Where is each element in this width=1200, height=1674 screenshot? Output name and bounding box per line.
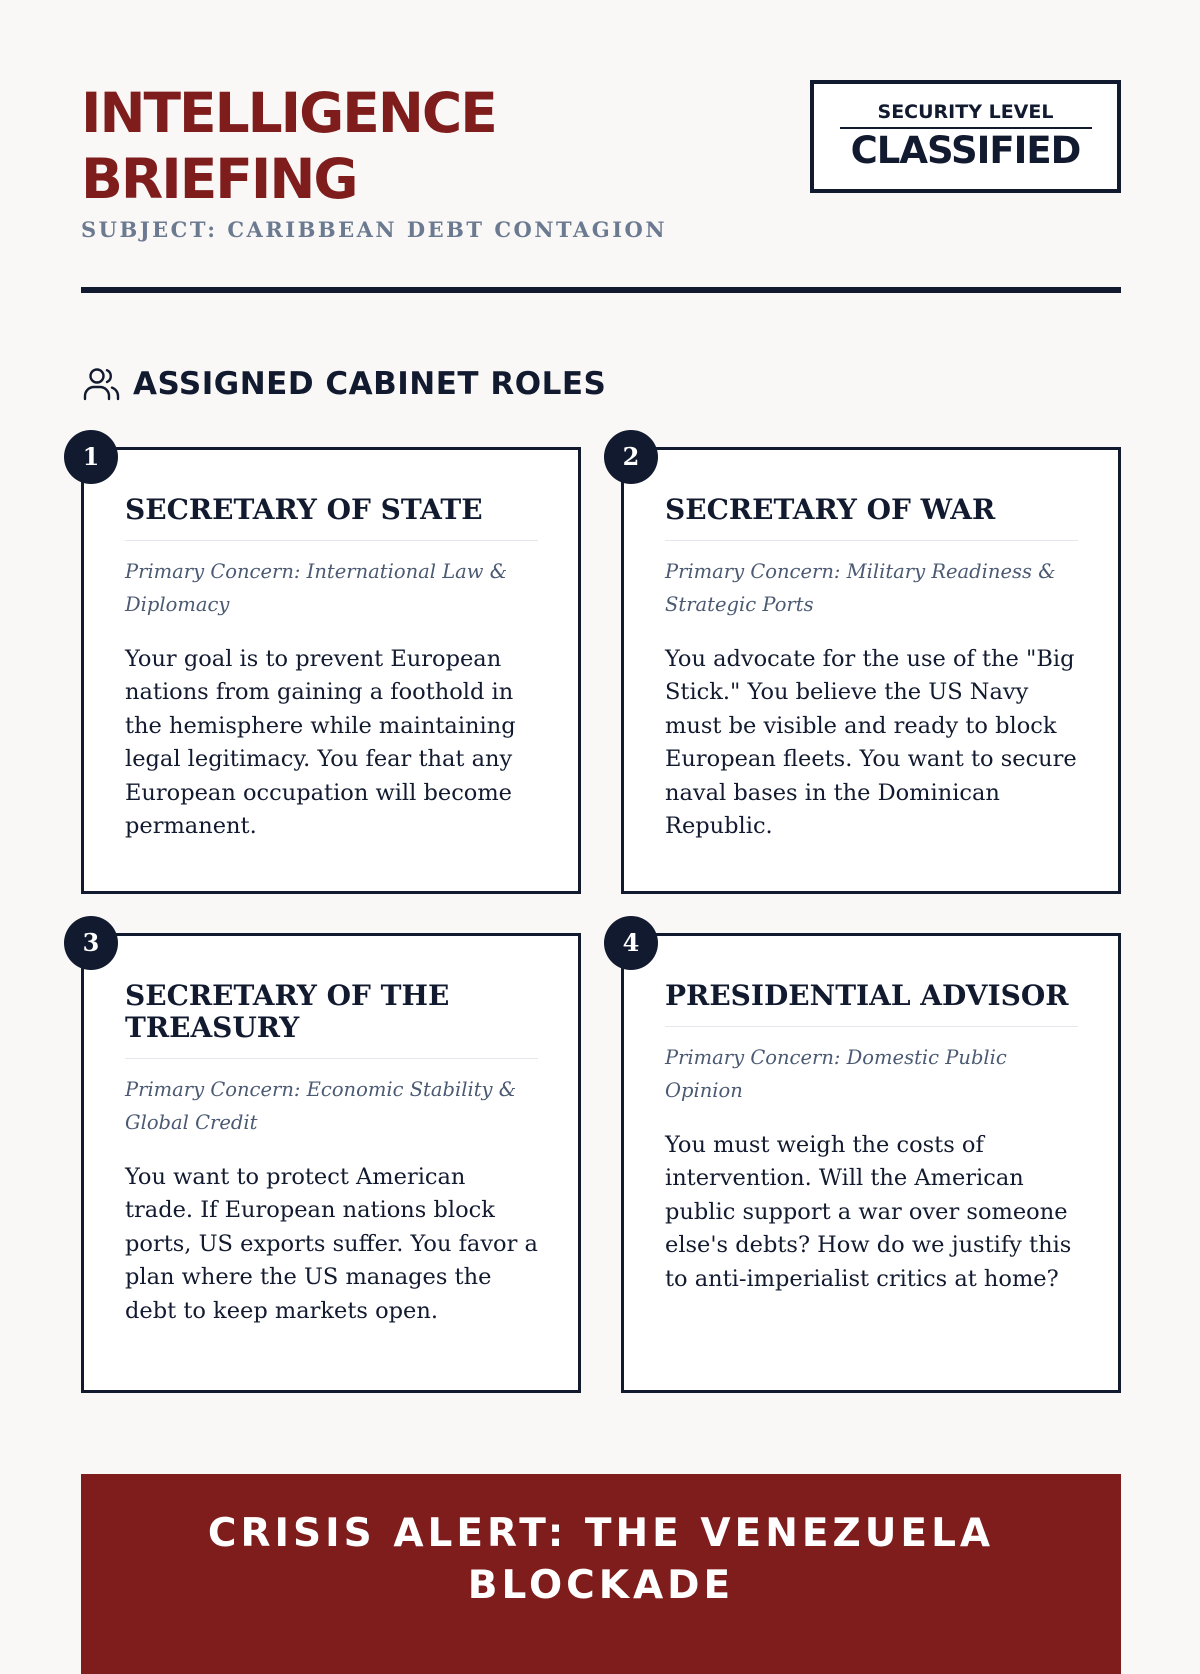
role-card [81,928,581,1393]
briefing-header [81,80,1121,295]
role-card [621,442,1121,894]
crisis-alert-title: CRISIS ALERT: THE VENEZUELA BLOCKADE [207,1511,995,1608]
role-title: SECRETARY OF STATE [125,494,538,541]
role-card [621,928,1121,1393]
role-description: You must weigh the costs of intervention. Will the American public support a war over someone else's debts? How do we justify this to anti-imperialist critics at home? [665,1132,1072,1292]
page-title: INTELLIGENCE BRIEFING [81,81,496,211]
roles-section-title: ASSIGNED CABINET ROLES [133,366,607,402]
role-number-badge: 2 [604,430,658,484]
security-level-value: CLASSIFIED [850,129,1081,172]
role-primary-concern: Primary Concern: Economic Stability & Global Credit [125,1078,517,1134]
role-title: PRESIDENTIAL ADVISOR [665,980,1078,1027]
role-description: Your goal is to prevent European nations from gaining a foothold in the hemisphere while maintaining legal legitimacy. You fear that any European occupation will become permanent. [125,646,516,840]
role-number-badge: 4 [604,916,658,970]
role-primary-concern: Primary Concern: Domestic Public Opinion [665,1046,1007,1102]
role-title: SECRETARY OF WAR [665,494,1078,541]
crisis-alert-banner [81,1474,1121,1674]
header-divider [81,287,1121,293]
page-subtitle: SUBJECT: CARIBBEAN DEBT CONTAGION [81,217,668,242]
role-card [81,442,581,894]
role-title: SECRETARY OF THE TREASURY [125,980,538,1059]
role-number-badge: 1 [64,430,118,484]
role-description: You want to protect American trade. If European nations block ports, US exports suffer. You favor a plan where the US manages the debt to keep markets open. [125,1164,538,1324]
users-icon [81,364,121,404]
role-primary-concern: Primary Concern: Military Readiness & Strategic Ports [665,560,1056,616]
security-level-label: SECURITY LEVEL [840,102,1092,129]
roles-section-header [81,362,606,406]
role-primary-concern: Primary Concern: International Law & Diplomacy [125,560,508,616]
role-number-badge: 3 [64,916,118,970]
security-level-box [810,80,1121,193]
role-description: You advocate for the use of the "Big Stick." You believe the US Navy must be visible and ready to block European fleets. You want to secure naval bases in the Dominican Republic. [665,646,1077,840]
